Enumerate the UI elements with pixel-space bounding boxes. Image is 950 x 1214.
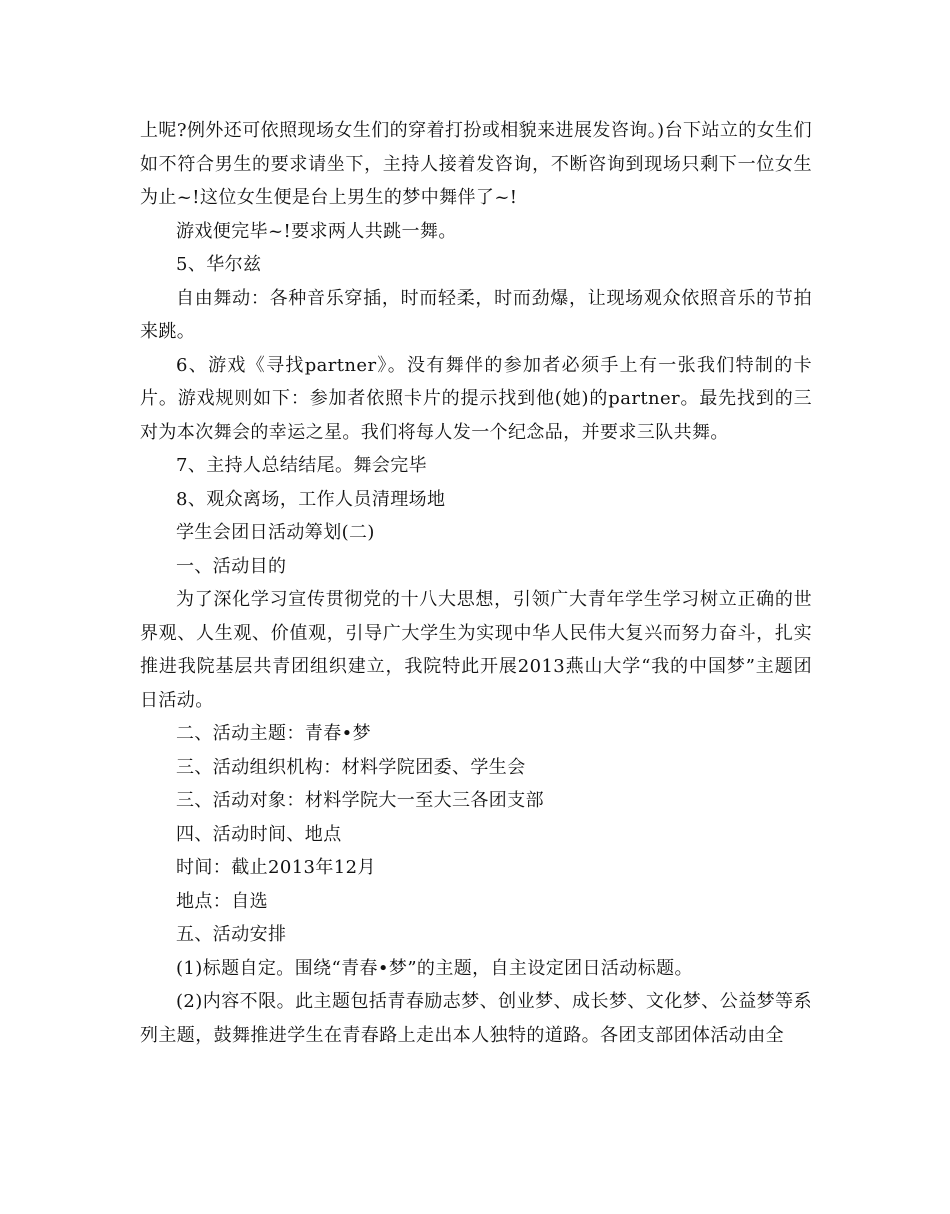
paragraph-item-7: 7、主持人总结结尾。舞会完毕 — [176, 455, 428, 476]
paragraph-item-8: 8、观众离场，工作人员清理场地 — [176, 488, 446, 510]
paragraph-item-6: 6、游戏《寻找partner》。没有舞伴的参加者必须手上有一张我们特制的卡片。游戏规则如下：参加者依照卡片的提示找到他(她)的partner。最先找到的三对为本次舞会的幸运之星。我们将每人发一个纪念品，并要求三队共舞。 — [140, 354, 812, 443]
paragraph: 为了深化学习宣传贯彻党的十八大思想，引领广大青年学生学习树立正确的世界观、人生观、价值观，引导广大学生为实现中华人民伟大复兴而努力奋斗，扎实推进我院基层共青团组织建立，我院特此开展2013燕山大学“我的中国梦”主题团日活动。 — [140, 589, 812, 711]
arrangement-item-2: (2)内容不限。此主题包括青春励志梦、创业梦、成长梦、文化梦、公益梦等系列主题，鼓舞推进学生在青春路上走出本人独特的道路。各团支部团体活动由全 — [140, 991, 812, 1046]
heading-organizer: 三、活动组织机构：材料学院团委、学生会 — [176, 756, 526, 778]
place-line: 地点：自选 — [176, 890, 268, 912]
paragraph-continuation: 上呢?例外还可依照现场女生们的穿着打扮或相貌来进展发咨询。)台下站立的女生们如不符合男生的要求请坐下，主持人接着发咨询，不断咨询到现场只剩下一位女生为止~!这位女生便是台上男生的梦中舞伴了~! — [140, 120, 812, 208]
time-line: 时间：截止2013年12月 — [176, 857, 376, 878]
paragraph: 游戏便完毕~!要求两人共跳一舞。 — [176, 220, 457, 242]
paragraph: 自由舞动：各种音乐穿插，时而轻柔，时而劲爆，让现场观众依照音乐的节拍来跳。 — [140, 287, 812, 342]
document-body — [140, 114, 812, 1052]
heading-theme: 二、活动主题：青春•梦 — [176, 723, 372, 744]
paragraph-item-5: 5、华尔兹 — [176, 254, 262, 275]
heading-arrangement: 五、活动安排 — [176, 924, 287, 945]
arrangement-item-1: (1)标题自定。围绕“青春•梦”的主题，自主设定团日活动标题。 — [176, 957, 693, 979]
heading-audience: 三、活动对象：材料学院大一至大三各团支部 — [176, 790, 544, 811]
section-title: 学生会团日活动筹划(二) — [176, 522, 375, 543]
heading-time-place: 四、活动时间、地点 — [176, 823, 342, 845]
heading-purpose: 一、活动目的 — [176, 555, 287, 577]
